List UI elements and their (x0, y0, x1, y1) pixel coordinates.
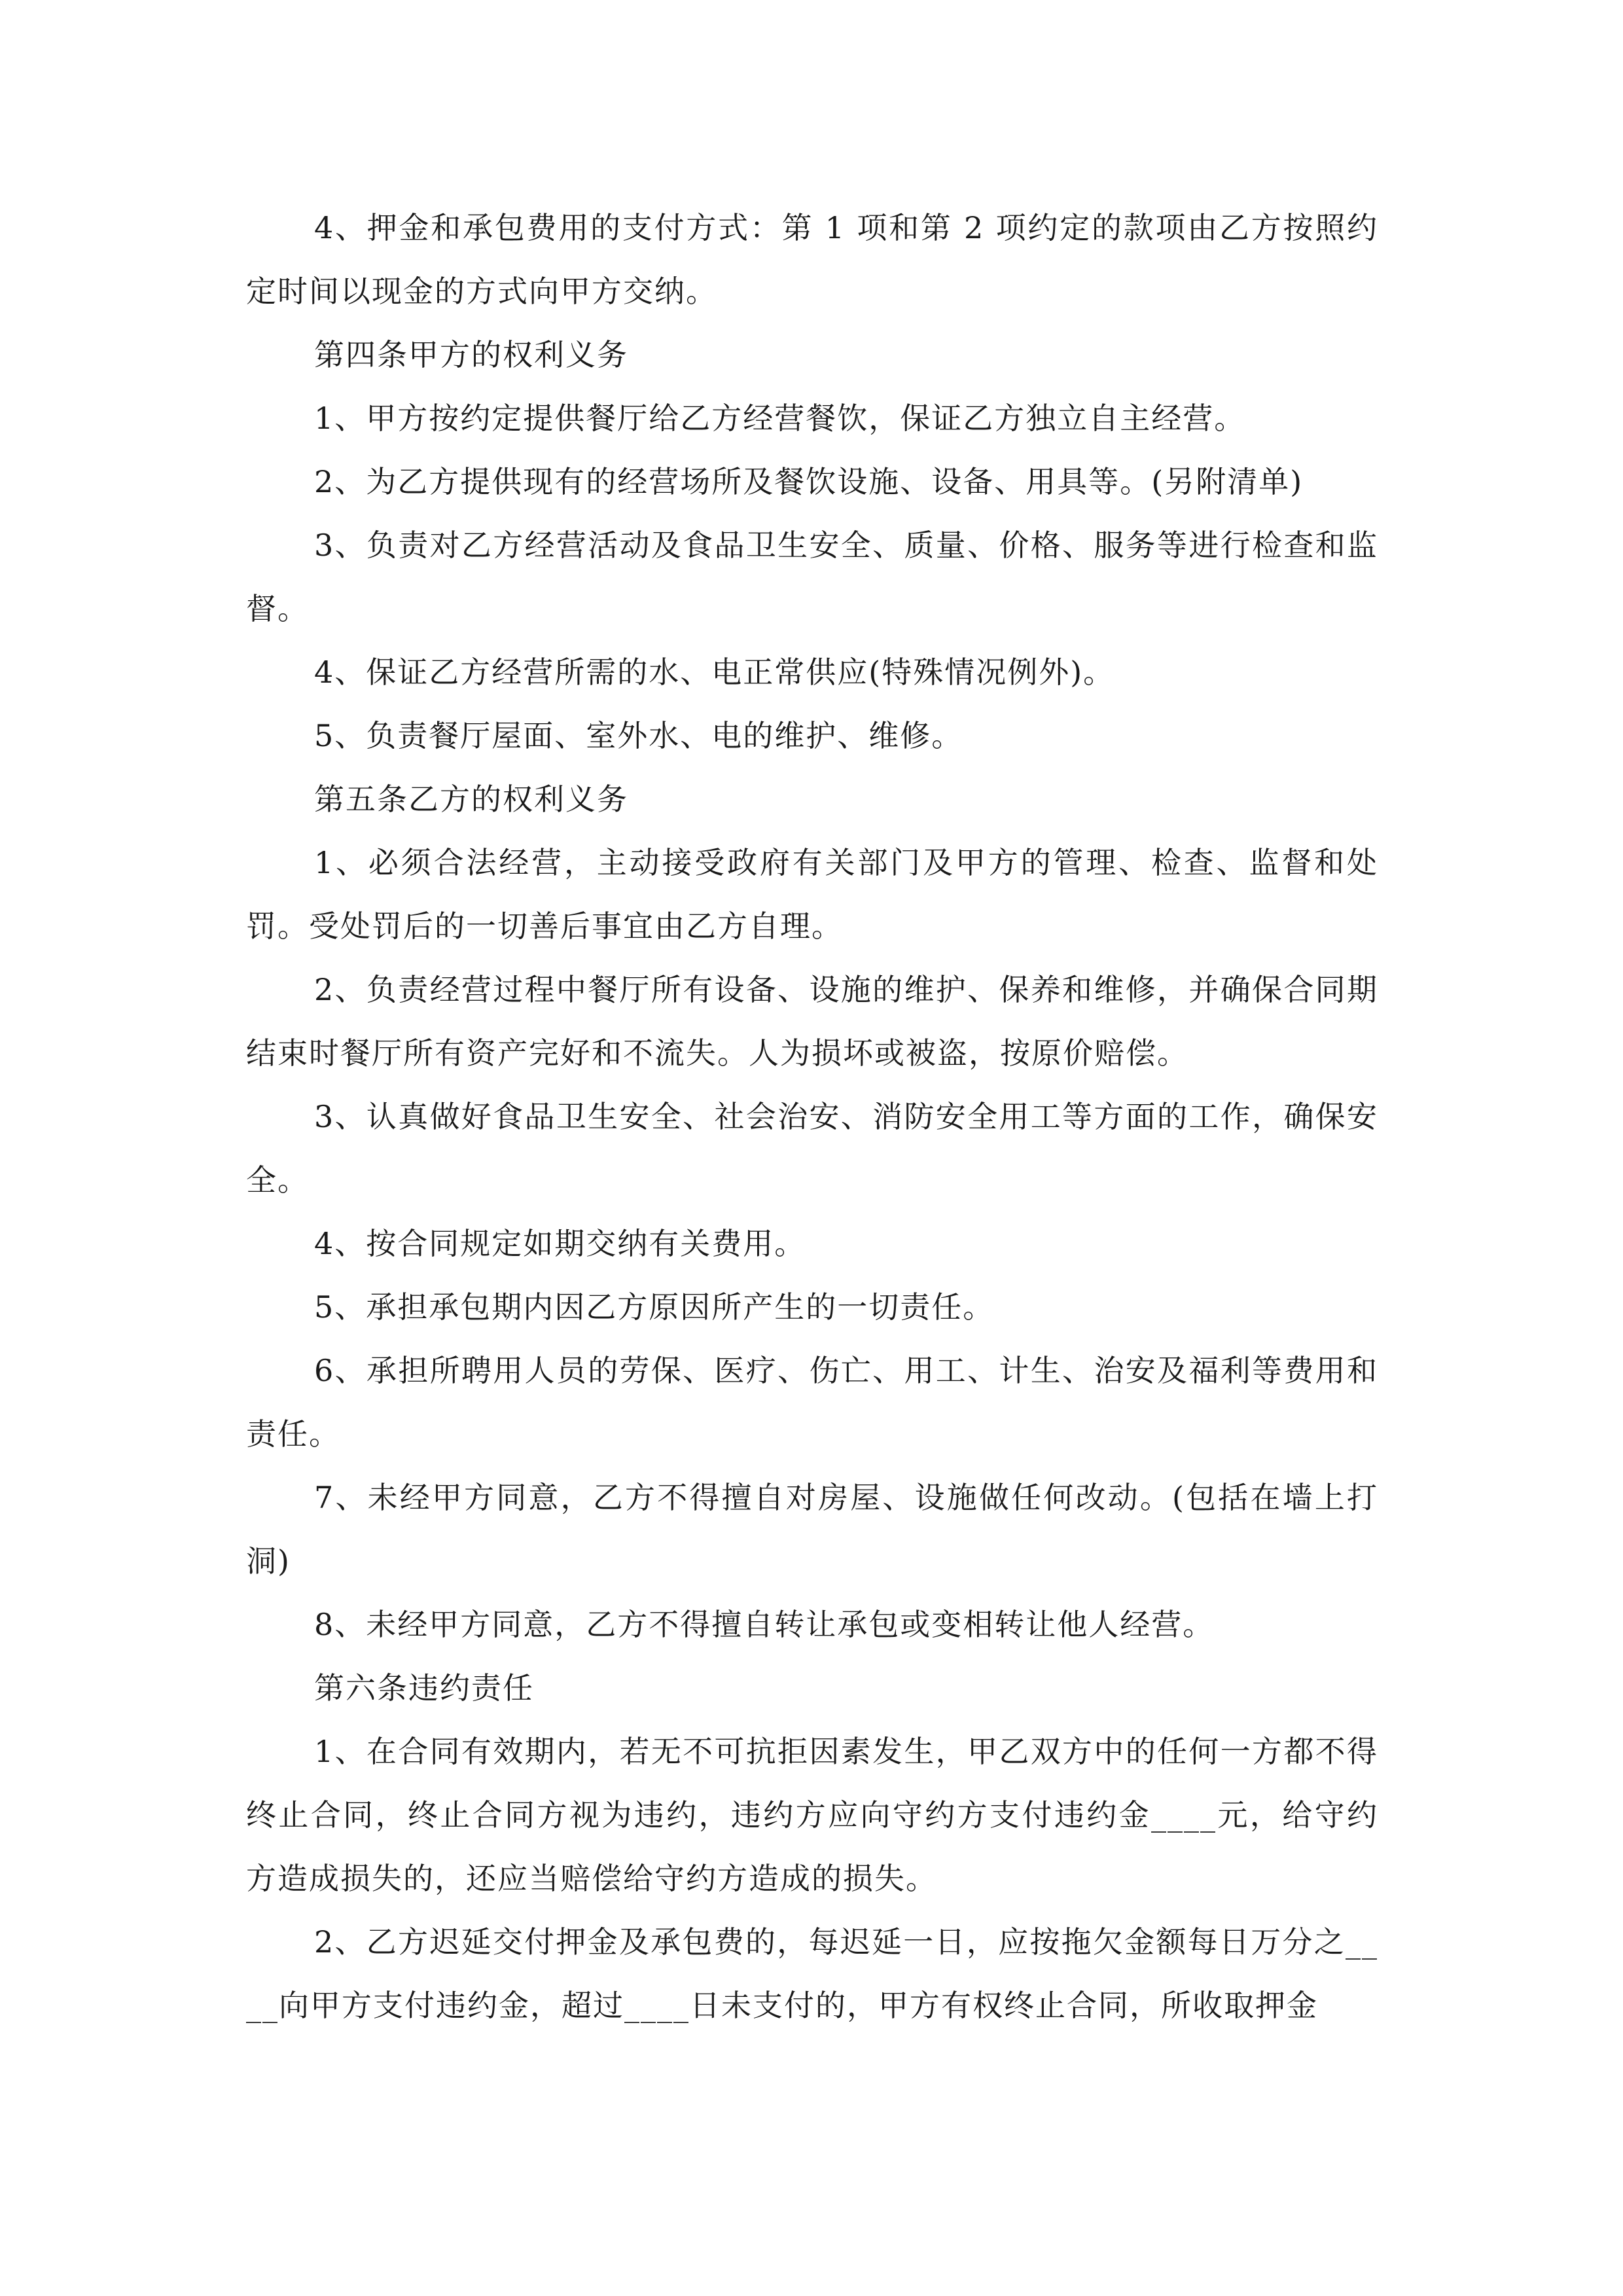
article-4-item-2: 2、为乙方提供现有的经营场所及餐饮设施、设备、用具等。(另附清单) (314, 464, 1304, 499)
article-5-item-5: 5、承担承包期内因乙方原因所产生的一切责任。 (314, 1289, 995, 1325)
article-4-item-4: 4、保证乙方经营所需的水、电正常供应(特殊情况例外)。 (314, 655, 1115, 690)
article-5-item-4: 4、按合同规定如期交纳有关费用。 (314, 1226, 806, 1261)
article-5-item-2: 2、负责经营过程中餐厅所有设备、设施的维护、保养和维修，并确保合同期结束时餐厅所有资产完好和不流失。人为损坏或被盗，按原价赔偿。 (246, 972, 1378, 1071)
article-4-heading: 第四条甲方的权利义务 (314, 337, 628, 372)
article-4-item-3: 3、负责对乙方经营活动及食品卫生安全、质量、价格、服务等进行检查和监督。 (246, 528, 1378, 626)
article-5-item-3: 3、认真做好食品卫生安全、社会治安、消防安全用工等方面的工作，确保安全。 (246, 1099, 1378, 1198)
article-6-item-2: 2、乙方迟延交付押金及承包费的，每迟延一日，应按拖欠金额每日万分之____向甲方支付违约金，超过____日未支付的，甲方有权终止合同，所收取押金 (246, 1924, 1378, 2023)
article-6-heading: 第六条违约责任 (314, 1670, 534, 1706)
article-5-item-1: 1、必须合法经营，主动接受政府有关部门及甲方的管理、检查、监督和处罚。受处罚后的一切善后事宜由乙方自理。 (246, 845, 1378, 944)
article-4-item-5: 5、负责餐厅屋面、室外水、电的维护、维修。 (314, 718, 963, 753)
article-5-heading: 第五条乙方的权利义务 (314, 781, 628, 817)
article-4-item-1: 1、甲方按约定提供餐厅给乙方经营餐饮，保证乙方独立自主经营。 (314, 401, 1246, 436)
article-6-item-1: 1、在合同有效期内，若无不可抗拒因素发生，甲乙双方中的任何一方都不得终止合同，终止合同方视为违约，违约方应向守约方支付违约金____元，给守约方造成损失的，还应当赔偿给守约方造成的损失。 (246, 1734, 1378, 1896)
article-5-item-8: 8、未经甲方同意，乙方不得擅自转让承包或变相转让他人经营。 (314, 1607, 1215, 1642)
contract-text-body (246, 196, 1378, 2037)
article-5-item-6: 6、承担所聘用人员的劳保、医疗、伤亡、用工、计生、治安及福利等费用和责任。 (246, 1353, 1378, 1452)
article-5-item-7: 7、未经甲方同意，乙方不得擅自对房屋、设施做任何改动。(包括在墙上打洞) (246, 1480, 1378, 1579)
clause-3-payment-method: 4、押金和承包费用的支付方式：第 1 项和第 2 项约定的款项由乙方按照约定时间以现金的方式向甲方交纳。 (246, 210, 1378, 309)
